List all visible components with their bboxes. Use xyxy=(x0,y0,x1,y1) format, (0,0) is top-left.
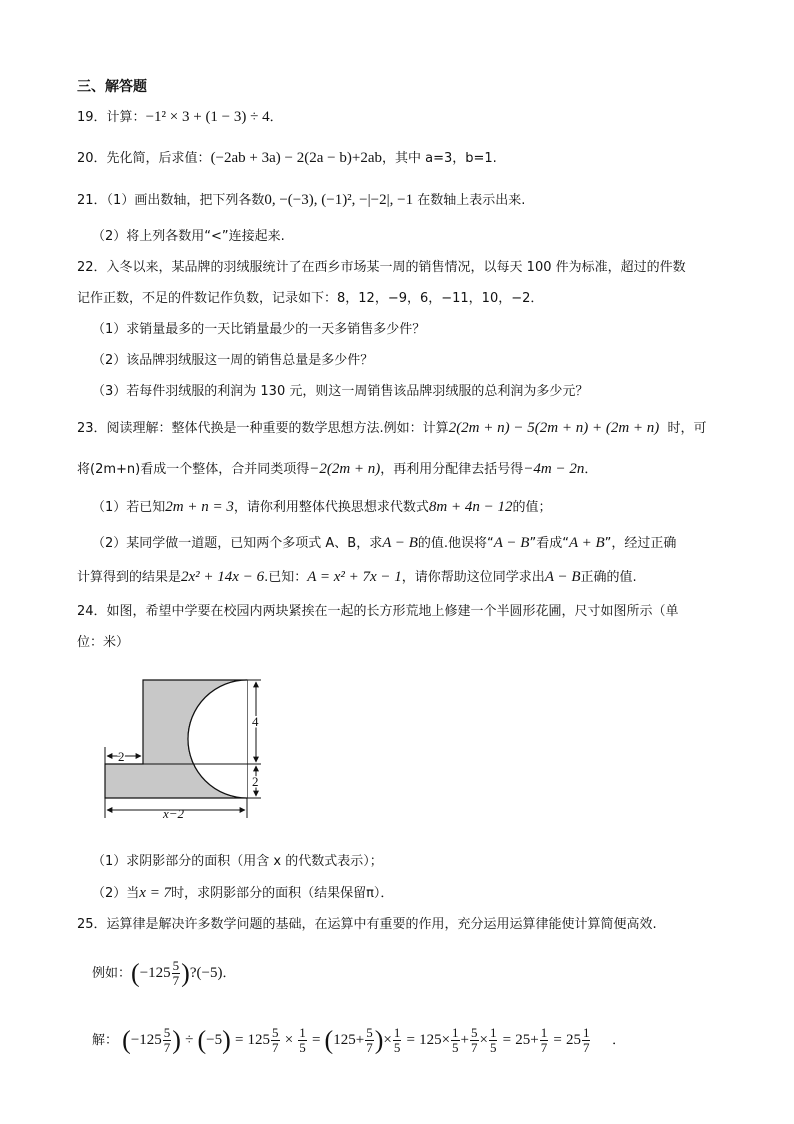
numerator: 1 xyxy=(393,1025,401,1040)
numerator: 5 xyxy=(366,1025,373,1040)
question-text: ，再利用分配律去括号得 xyxy=(380,462,524,477)
question-25-solution xyxy=(92,1022,625,1059)
question-text: 先化简，后求值： xyxy=(106,151,211,166)
question-24-line-1 xyxy=(77,602,679,622)
question-text: 的值.他误将“ xyxy=(417,536,494,551)
denominator: 5 xyxy=(393,1040,401,1055)
math-expression: −2(2m + n) xyxy=(309,461,381,477)
fraction xyxy=(582,1026,591,1055)
math-expression: A − B xyxy=(493,535,530,551)
paren-close: ) xyxy=(374,1025,384,1055)
fraction xyxy=(365,1026,374,1055)
fraction xyxy=(540,1026,549,1055)
question-text: .已知： xyxy=(264,570,308,585)
question-number: 19． xyxy=(77,110,107,125)
math-expression: −4m − 2n xyxy=(523,461,585,477)
paren-open: ( xyxy=(197,1025,207,1055)
operator: + xyxy=(355,1032,365,1048)
fraction xyxy=(298,1026,307,1055)
question-number: 21． xyxy=(77,193,107,208)
numerator: 1 xyxy=(540,1025,548,1040)
number-list: 0, −(−3), (−1)², −|−2|, −1 xyxy=(264,192,414,208)
question-text: 时，可 xyxy=(667,421,707,436)
question-23-line-2 xyxy=(77,459,597,480)
question-text: 解： xyxy=(92,1033,119,1048)
garden-figure xyxy=(95,672,275,832)
question-25-line-1 xyxy=(77,915,657,935)
question-text: 阅读理解：整体代换是一种重要的数学思想方法.例如：计算 xyxy=(106,421,449,436)
denominator: 5 xyxy=(452,1040,459,1055)
question-25-example xyxy=(92,957,235,990)
question-text: （2）某同学做一道题，已知两个多项式 A、B，求 xyxy=(92,536,383,551)
math-expression: 2(2m + n) − 5(2m + n) + (2m + n) xyxy=(448,420,660,436)
punctuation: ． xyxy=(584,462,598,477)
paren-open: ( xyxy=(131,958,140,988)
question-24-part-1: （1）求阴影部分的面积（用含 x 的代数式表示）； xyxy=(92,854,383,869)
question-text: 正确的值. xyxy=(580,570,637,585)
denominator: 5 xyxy=(299,1040,306,1055)
question-20 xyxy=(77,148,497,169)
section-title: 三、解答题 xyxy=(77,79,147,95)
question-text: 计算得到的结果是 xyxy=(77,570,182,585)
numerator: 5 xyxy=(272,1025,279,1040)
math-number: 25 xyxy=(565,1032,581,1048)
question-text: （2）当 xyxy=(92,886,140,901)
numerator: 1 xyxy=(489,1025,497,1040)
question-22-line-2: 记作正数，不足的件数记作负数，记录如下：8，12，−9，6，−11，10，−2． xyxy=(77,291,544,306)
denominator: 7 xyxy=(172,973,180,988)
math-expression: −1² × 3 + (1 − 3) ÷ 4 xyxy=(145,109,270,125)
math-number: −5 xyxy=(206,1032,223,1048)
operator: × xyxy=(441,1032,451,1048)
numerator: 5 xyxy=(172,958,180,973)
question-text: 时，求阴影部分的面积（结果保留π）． xyxy=(171,886,394,901)
question-21-part-2: （2）将上列各数用“<”连接起来. xyxy=(92,229,285,244)
question-22-line-1 xyxy=(77,258,686,278)
math-number: −125 xyxy=(139,965,171,981)
paren-open: ( xyxy=(122,1025,131,1055)
fraction xyxy=(271,1026,280,1055)
label-left: 2 xyxy=(118,749,125,764)
question-24-line-2: 位：米） xyxy=(77,635,130,650)
punctuation: ． xyxy=(222,966,236,981)
operator: ? xyxy=(189,965,197,981)
question-number: 23． xyxy=(77,421,107,436)
question-number: 24． xyxy=(77,604,107,619)
label-bottom-right: 2 xyxy=(252,774,259,789)
math-expression: A − B xyxy=(544,569,581,585)
math-number: 25 xyxy=(515,1032,531,1048)
question-number: 20． xyxy=(77,151,107,166)
question-text: 计算： xyxy=(106,110,146,125)
question-22-part-1: （1）求销量最多的一天比销量最少的一天多销售多少件？ xyxy=(92,322,426,337)
operator: = xyxy=(311,1032,321,1048)
denominator: 7 xyxy=(163,1040,171,1055)
math-number: 125 xyxy=(333,1032,356,1048)
math-expression: 2x² + 14x − 6 xyxy=(181,569,265,585)
question-text: ”，经过正确 xyxy=(604,536,677,551)
denominator: 5 xyxy=(489,1040,497,1055)
operator: = xyxy=(234,1032,244,1048)
denominator: 7 xyxy=(582,1040,590,1055)
fraction xyxy=(393,1026,402,1055)
operator: × xyxy=(284,1032,294,1048)
question-21 xyxy=(77,190,525,211)
question-23-part-2 xyxy=(92,533,676,554)
numerator: 1 xyxy=(582,1025,590,1040)
punctuation: ． xyxy=(612,1033,626,1048)
denominator: 7 xyxy=(540,1040,548,1055)
question-22-part-2: （2）该品牌羽绒服这一周的销售总量是多少件？ xyxy=(92,353,374,368)
question-23-line-1 xyxy=(77,418,707,439)
question-text: （1）画出数轴，把下列各数 xyxy=(106,193,265,208)
denominator: 7 xyxy=(272,1040,279,1055)
question-text: 运算律是解决许多数学问题的基础，在运算中有重要的作用，充分运用运算律能使计算简便高效. xyxy=(106,917,657,932)
numerator: 5 xyxy=(163,1025,171,1040)
question-text: 的值； xyxy=(512,500,552,515)
question-text: ，其中 a=3，b=1. xyxy=(381,151,497,166)
math-expression: A − B xyxy=(382,535,418,551)
math-number: 125 xyxy=(247,1032,271,1048)
operator: = xyxy=(553,1032,562,1048)
math-number: (−5) xyxy=(196,965,223,981)
fraction xyxy=(451,1026,460,1055)
question-text: ，请你帮助这位同学求出 xyxy=(401,570,545,585)
math-number: −125 xyxy=(130,1032,162,1048)
math-expression: (−2ab + 3a) − 2(2a − b)+2ab xyxy=(210,150,382,166)
paren-close: ) xyxy=(172,1025,181,1055)
question-number: 25． xyxy=(77,917,107,932)
fraction xyxy=(163,1026,172,1055)
operator: = xyxy=(502,1032,512,1048)
question-22-part-3: （3）若每件羽绒服的利润为 130 元，则这一周销售该品牌羽绒服的总利润为多少元？ xyxy=(92,384,589,399)
math-expression: 2m + n = 3 xyxy=(165,499,234,515)
math-number: 125 xyxy=(419,1032,442,1048)
question-text: 如图，希望中学要在校园内两块紧挨在一起的长方形荒地上修建一个半圆形花圃，尺寸如图所示（单 xyxy=(106,604,679,619)
operator: × xyxy=(383,1032,392,1048)
math-expression: x = 7 xyxy=(139,885,172,901)
paren-close: ) xyxy=(181,958,190,988)
question-text: 例如： xyxy=(92,966,132,981)
question-19 xyxy=(77,107,283,128)
operator: ÷ xyxy=(185,1032,194,1048)
question-text: ，请你利用整体代换思想求代数式 xyxy=(233,500,429,515)
numerator: 1 xyxy=(452,1025,459,1040)
numerator: 5 xyxy=(471,1025,478,1040)
paren-close: ) xyxy=(222,1025,231,1055)
operator: = xyxy=(406,1032,415,1048)
math-expression: 8m + 4n − 12 xyxy=(428,499,513,515)
question-text: 在数轴上表示出来. xyxy=(417,193,526,208)
denominator: 7 xyxy=(471,1040,478,1055)
operator: × xyxy=(479,1032,488,1048)
paren-open: ( xyxy=(324,1025,334,1055)
question-text: （1）若已知 xyxy=(92,500,166,515)
fraction xyxy=(470,1026,479,1055)
question-text: ”看成“ xyxy=(529,536,569,551)
denominator: 7 xyxy=(366,1040,373,1055)
question-23-part-1 xyxy=(92,497,551,518)
fraction xyxy=(489,1026,498,1055)
fraction-5-7 xyxy=(172,959,181,988)
question-number: 22． xyxy=(77,260,107,275)
question-text: 将(2m+n)看成一个整体，合并同类项得 xyxy=(77,462,310,477)
question-text: 入冬以来，某品牌的羽绒服统计了在西乡市场某一周的销售情况，以每天 100 件为标准，超过的件数 xyxy=(106,260,686,275)
numerator: 1 xyxy=(299,1025,306,1040)
label-bottom: x−2 xyxy=(163,806,185,821)
question-24-part-2 xyxy=(92,883,393,904)
punctuation: ． xyxy=(269,110,283,125)
math-expression: A = x² + 7x − 1 xyxy=(307,569,402,585)
label-top: 4 xyxy=(252,714,259,729)
math-expression: A + B xyxy=(568,535,605,551)
question-23-line-3 xyxy=(77,567,637,588)
operator: + xyxy=(460,1032,470,1048)
operator: + xyxy=(530,1032,539,1048)
